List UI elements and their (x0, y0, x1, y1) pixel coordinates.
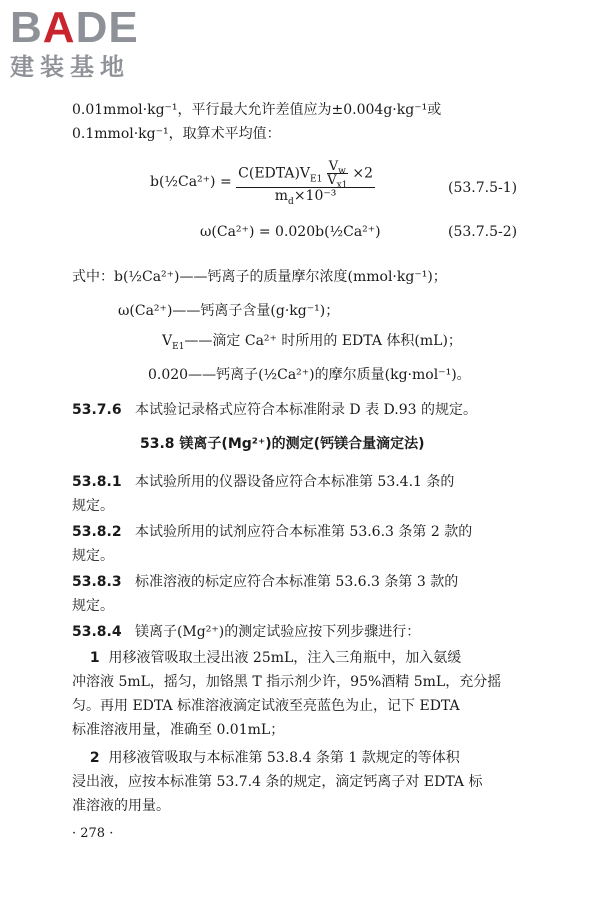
clause-53-8-2: 53.8.2 本试验所用的试剂应符合本标准第 53.6.3 条第 2 款的 规定。 (72, 524, 473, 564)
formula1-lhs: b(½Ca²⁺) = (150, 174, 232, 190)
definition-row: 0.020——钙离子(½Ca²⁺)的摩尔质量(kg·mol⁻¹)。 (148, 367, 471, 383)
definition-row: ω(Ca²⁺)——钙离子含量(g·kg⁻¹)； (118, 303, 340, 319)
formula-53-7-5-2: ω(Ca²⁺) = 0.020b(½Ca²⁺) (200, 224, 381, 240)
logo (10, 3, 175, 82)
logo-subtitle: 建装基地 (10, 53, 130, 81)
step-1: 1 用移液管吸取土浸出液 25mL，注入三角瓶中，加入氨缓 冲溶液 5mL，摇匀，加铬黑 T 指示剂少许，95%酒精 5mL，充分摇 匀。再用 EDTA 标准溶液滴定试液至亮蓝色为止，记下 EDTA 标准溶液用量，准确至 0.01mL； (72, 650, 502, 738)
intro-line-2: 0.1mmol·kg⁻¹，取算术平均值： (72, 126, 281, 142)
clause-53-8-1: 53.8.1 本试验所用的仪器设备应符合本标准第 53.4.1 条的 规定。 (72, 474, 455, 514)
formula2-number: (53.7.5-2) (448, 224, 518, 240)
intro-line-1: 0.01mmol·kg⁻¹，平行最大允许差值应为±0.004g·kg⁻¹或 (72, 102, 442, 118)
step-2: 2 用移液管吸取与本标准第 53.8.4 条第 1 款规定的等体积 浸出液，应按本标准第 53.7.4 条的规定，滴定钙离子对 EDTA 标 准溶液的用量。 (72, 750, 483, 814)
formula-53-7-5-1 (150, 159, 375, 207)
logo-wordmark: BADE (10, 3, 139, 52)
definition-row: 式中：b(½Ca²⁺)——钙离子的质量摩尔浓度(mmol·kg⁻¹)； (72, 269, 447, 285)
section-title: 53.8 镁离子(Mg²⁺)的测定(钙镁合量滴定法) (140, 436, 425, 452)
definition-row: $V_{E1}——$滴定 Ca²⁺ 时所用的 EDTA 体积(mL)； (162, 333, 462, 352)
page-number: · 278 · (72, 826, 114, 841)
formula1-number: (53.7.5-1) (448, 180, 518, 196)
clause-53-7-6: 53.7.6 本试验记录格式应符合本标准附录 D 表 D.93 的规定。 (72, 402, 477, 418)
clause-53-8-4: 53.8.4 镁离子(Mg²⁺)的测定试验应按下列步骤进行： (72, 624, 421, 640)
clause-53-8-3: 53.8.3 标准溶液的标定应符合本标准第 53.6.3 条第 3 款的 规定。 (72, 574, 459, 614)
formula1-fraction: $C(EDTA)V_{E1}$ $\frac{V_w}{V_{x1}}$ ×2 $m_d\times 10^{-3}$ (238, 159, 373, 207)
